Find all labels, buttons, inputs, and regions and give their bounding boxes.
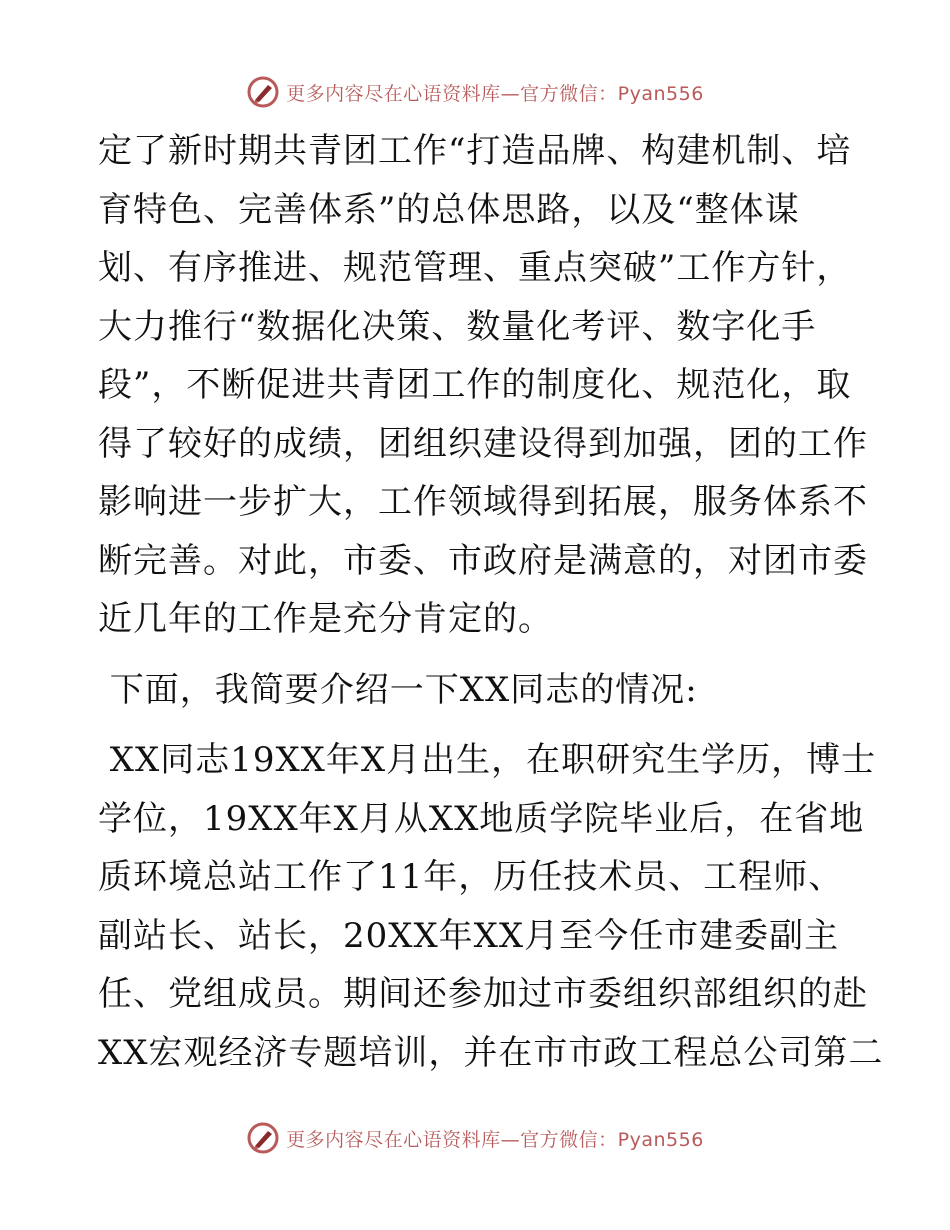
text-line: 近几年的工作是充分肯定的。: [98, 599, 553, 639]
banner-text: 更多内容尽在心语资料库—官方微信：Pyan556: [286, 82, 704, 105]
paragraph: [98, 661, 858, 720]
text-line: 质环境总站工作了11年，历任技术员、工程师、: [98, 857, 844, 897]
paragraph: [98, 122, 868, 649]
text-line: 断完善。对此，市委、市政府是满意的，对团市委: [98, 540, 868, 581]
text-line: XX宏观经济专题培训，并在市市政工程总公司第二: [98, 1032, 884, 1073]
text-line: 任、党组成员。期间还参加过市委组织部组织的赴: [98, 974, 868, 1014]
text-line: 影响进一步扩大，工作领域得到拓展，服务体系不: [98, 482, 868, 522]
text-line: 副站长、站长，20XX年XX月至今任市建委副主: [98, 915, 840, 956]
text-line: XX同志19XX年X月出生，在职研究生学历，博士: [98, 740, 877, 780]
text-line: 划、有序推进、规范管理、重点突破”工作方针，: [98, 248, 852, 288]
document-body: [98, 122, 884, 1082]
paragraph: [98, 731, 884, 1082]
text-line: 定了新时期共青团工作“打造品牌、构建机制、培: [98, 131, 852, 171]
text-line: 学位，19XX年X月从XX地质学院毕业后，在省地: [98, 798, 865, 839]
banner-text: 更多内容尽在心语资料库—官方微信：Pyan556: [286, 1128, 704, 1151]
pen-logo-icon: [246, 75, 280, 109]
pen-logo-icon: [246, 1121, 280, 1155]
text-line: 段”，不断促进共青团工作的制度化、规范化，取: [98, 365, 852, 405]
text-line: 育特色、完善体系”的总体思路，以及“整体谋: [98, 189, 800, 230]
text-line: 大力推行“数据化决策、数量化考评、数字化手: [98, 306, 817, 347]
text-line: 得了较好的成绩，团组织建设得到加强，团的工作: [98, 423, 868, 464]
text-line: 下面，我简要介绍一下XX同志的情况:: [98, 669, 698, 710]
footer-banner: [0, 1118, 950, 1158]
header-banner: [0, 72, 950, 112]
